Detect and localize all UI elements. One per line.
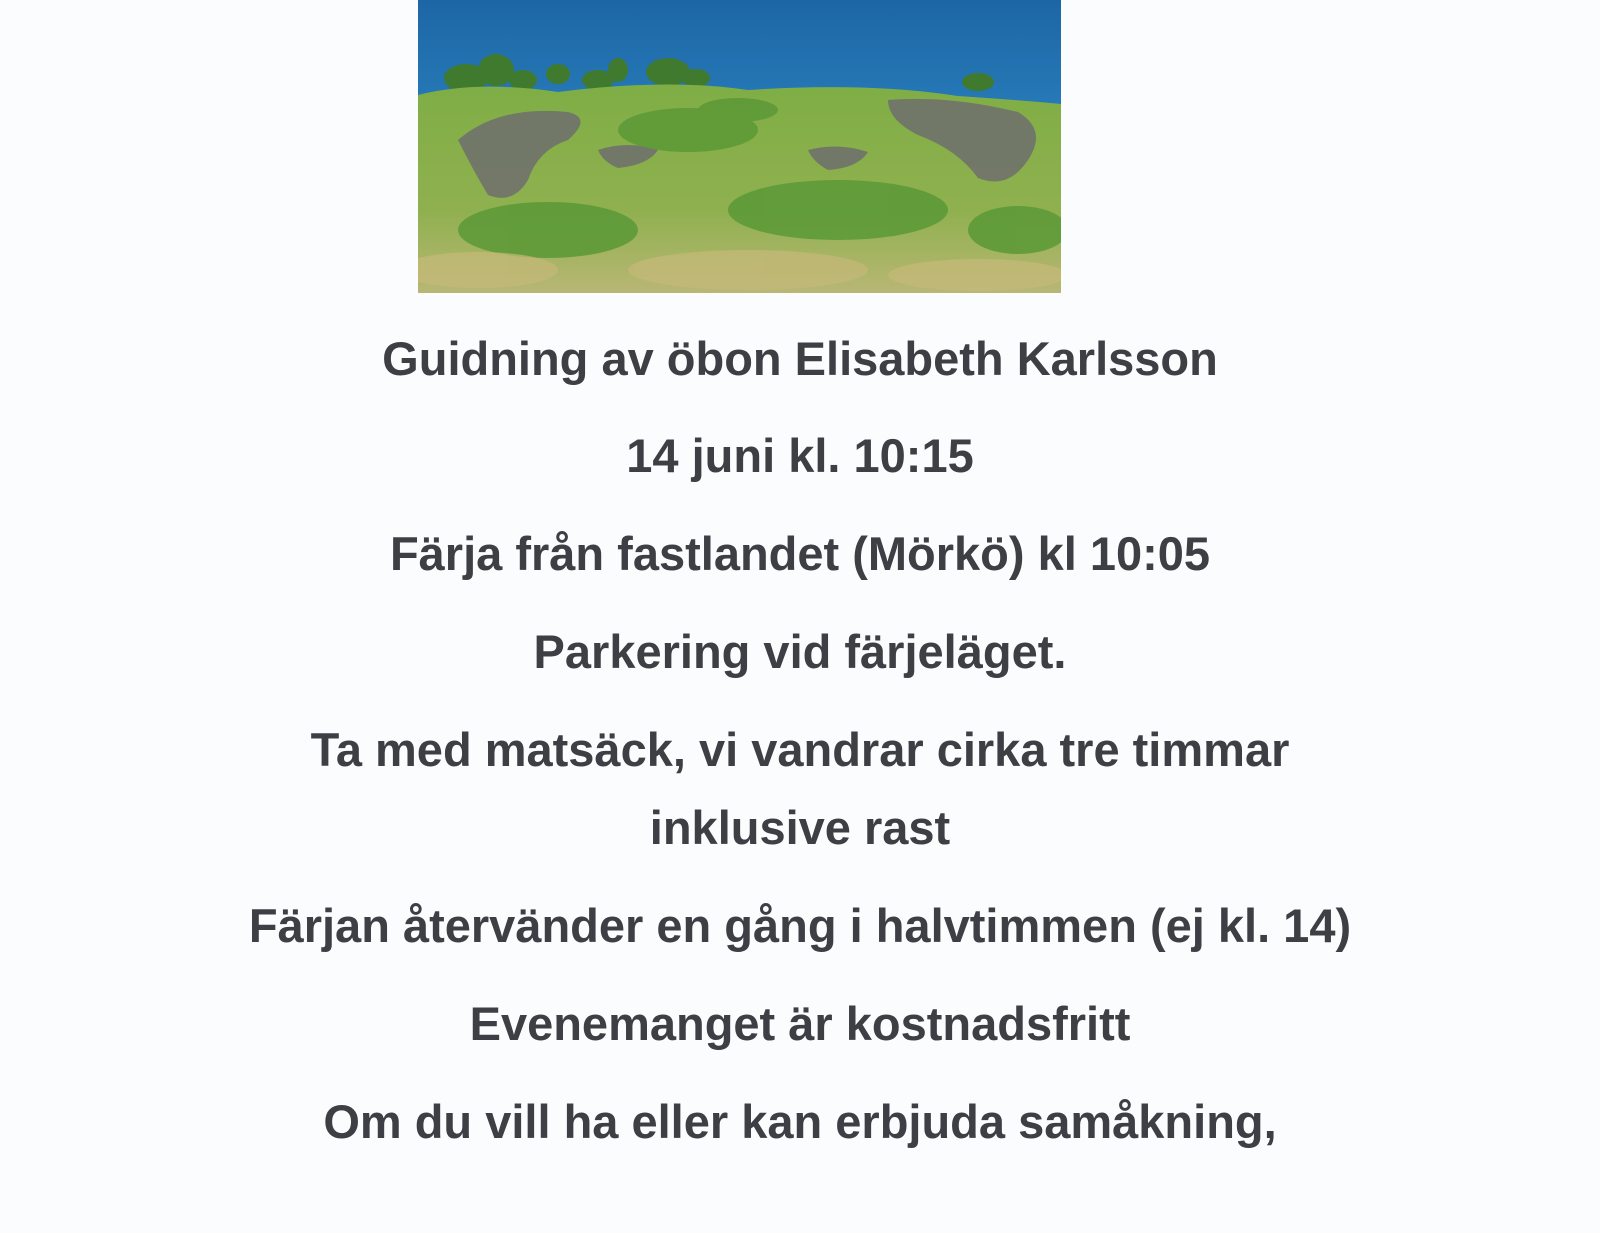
- return-line: Färjan återvänder en gång i halvtimmen (ej kl. 14): [248, 899, 1352, 952]
- packlunch-line-2: inklusive rast: [649, 801, 951, 854]
- free-line: Evenemanget är kostnadsfritt: [469, 997, 1131, 1050]
- parking-line: Parkering vid färjeläget.: [533, 625, 1067, 678]
- contact-line-cut-off: [0, 1177, 1600, 1233]
- packlunch-line-1: Ta med matsäck, vi vandrar cirka tre timmar: [310, 723, 1290, 776]
- guide-line: Guidning av öbon Elisabeth Karlsson: [382, 332, 1218, 385]
- ferry-line: Färja från fastlandet (Mörkö) kl 10:05: [389, 527, 1211, 580]
- date-line: 14 juni kl. 10:15: [626, 429, 974, 482]
- carpool-line: Om du vill ha eller kan erbjuda samåkning,: [323, 1095, 1277, 1148]
